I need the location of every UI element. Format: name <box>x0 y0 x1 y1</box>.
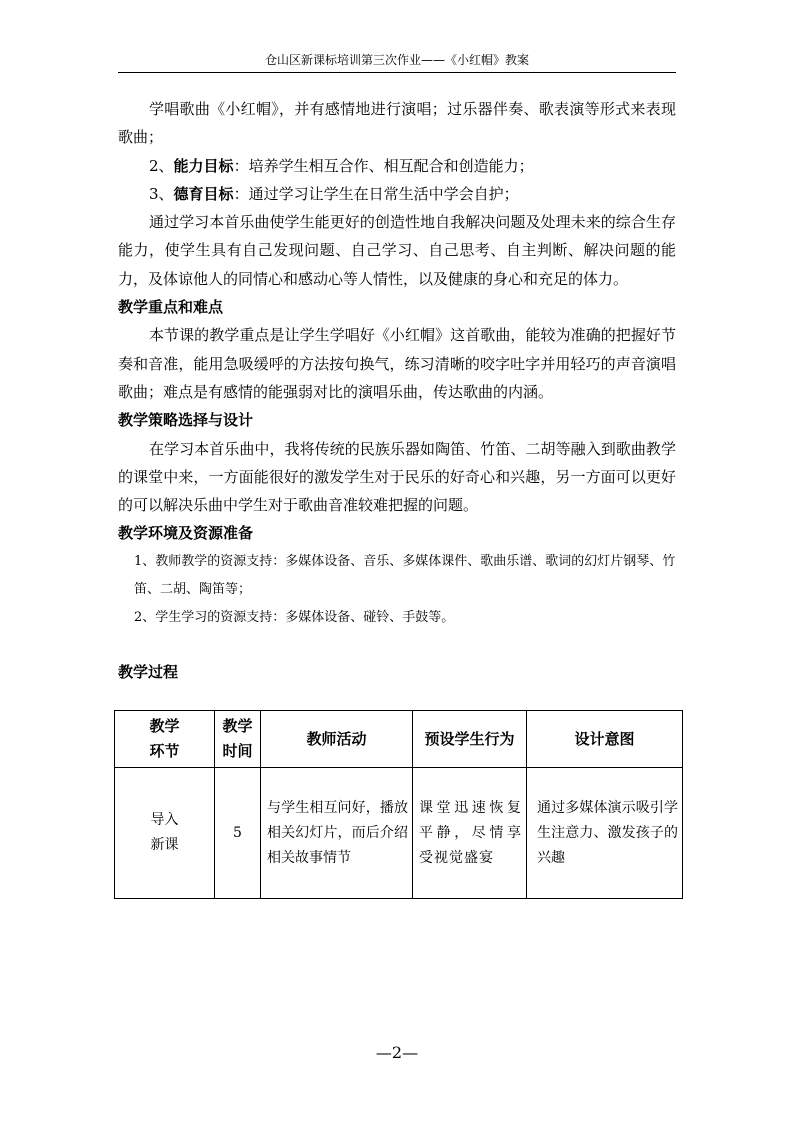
strategy-paragraph: 在学习本首乐曲中，我将传统的民族乐器如陶笛、竹笛、二胡等融入到歌曲教学的课堂中来，一方面能很好的激发学生对于民乐的好奇心和兴趣，另一方面可以更好的可以解决乐曲中学生对于歌曲音准较难把握的问题。 <box>118 439 676 515</box>
table-row <box>115 768 683 899</box>
section-heading-process: 教学过程 <box>118 663 179 681</box>
page-header: 仓山区新课标培训第三次作业——《小红帽》教案 <box>118 50 676 73</box>
moral-goal <box>118 180 676 208</box>
ability-goal-label: 能力目标 <box>173 156 234 175</box>
table-header-row <box>115 711 683 768</box>
header-teacher-activity: 教师活动 <box>261 711 413 768</box>
header-student-behavior: 预设学生行为 <box>413 711 527 768</box>
environment-item-teacher: 1、教师教学的资源支持：多媒体设备、音乐、多媒体课件、歌曲乐谱、歌词的幻灯片钢琴、竹笛、二胡、陶笛等； <box>134 553 676 597</box>
moral-goal-text: ：通过学习让学生在日常生活中学会自护； <box>233 184 519 203</box>
ability-goal-text: ：培养学生相互合作、相互配合和创造能力； <box>233 156 534 175</box>
cell-teacher-activity: 与学生相互问好，播放相关幻灯片，而后介绍相关故事情节 <box>261 768 413 899</box>
cell-student-behavior: 课堂迅速恢复平静，尽情享受视觉盛宴 <box>413 768 527 899</box>
header-design-intent: 设计意图 <box>527 711 683 768</box>
ability-goal-number: 2、 <box>149 156 174 175</box>
teaching-process-table <box>114 710 683 899</box>
ability-goal <box>118 152 676 180</box>
header-time: 教学时间 <box>215 711 261 768</box>
section-heading-strategy: 教学策略选择与设计 <box>118 411 254 430</box>
cell-stage: 导入新课 <box>115 768 215 899</box>
moral-goal-label: 德育目标 <box>173 184 234 203</box>
skill-goal-continuation: 学唱歌曲《小红帽》，并有感情地进行演唱；过乐器伴奏、歌表演等形式来表现歌曲； <box>118 100 676 147</box>
environment-item-student: 2、学生学习的资源支持：多媒体设备、碰铃、手鼓等。 <box>134 609 455 625</box>
section-heading-key-points: 教学重点和难点 <box>118 298 224 317</box>
section-heading-environment: 教学环境及资源准备 <box>118 524 254 543</box>
purpose-paragraph: 通过学习本首乐曲使学生能更好的创造性地自我解决问题及处理未来的综合生存能力，使学生具有自己发现问题、自己学习、自己思考、自主判断、解决问题的能力，及体谅他人的同情心和感动心等人情性，以及健康的身心和充足的体力。 <box>118 213 676 288</box>
page-number: —2— <box>375 1043 419 1062</box>
cell-time: 5 <box>215 768 261 899</box>
key-points-paragraph: 本节课的教学重点是让学生学唱好《小红帽》这首歌曲，能较为准确的把握好节奏和音准，能用急吸缓呼的方法按句换气，练习清晰的咬字吐字并用轻巧的声音演唱歌曲；难点是有感情的能强弱对比的演唱乐曲，传达歌曲的内涵。 <box>118 326 676 401</box>
cell-design-intent: 通过多媒体演示吸引学生注意力、激发孩子的兴趣 <box>527 768 683 899</box>
document-body <box>118 95 676 632</box>
header-stage: 教学环节 <box>115 711 215 768</box>
moral-goal-number: 3、 <box>149 184 174 203</box>
